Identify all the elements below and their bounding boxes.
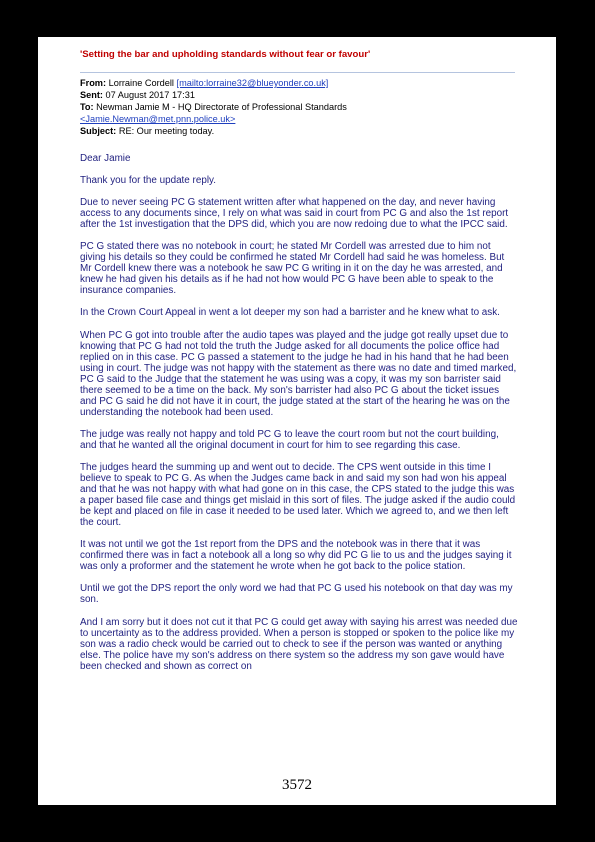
sent-value: 07 August 2017 17:31	[105, 90, 195, 100]
body-paragraph: Until we got the DPS report the only word we had that PC G used his notebook on that day was my son.	[80, 583, 513, 606]
from-label: From:	[80, 78, 107, 88]
banner-motto: 'Setting the bar and upholding standards without fear or favour'	[80, 49, 371, 60]
body-paragraph: The judge was really not happy and told PC G to leave the court room but not the court building, and that he wanted all the original document in court for him to see regarding this case.	[80, 428, 499, 451]
body-paragraph: Thank you for the update reply.	[80, 175, 216, 187]
body-paragraph: PC G stated there was no notebook in court; he stated Mr Cordell was arrested due to him not giving his details so they could be confirmed he stated Mr Cordell had said he was homeless. But Mr Cordell knew there was a notebook he saw PC G writing in it on the day he was arrested, and knew he had given his details as if he had not how would PC G have been able to speak to the insurance companies.	[80, 241, 505, 297]
body-paragraph: Due to never seeing PC G statement written after what happened on the day, and never having access to any documents since, I rely on what was said in court from PC G and also the 1st report after the 1st investigation that the DPS did, which you are now redoing due to what the IPCC said.	[80, 197, 509, 231]
email-header	[80, 77, 520, 137]
body-paragraph: The judges heard the summing up and went out to decide. The CPS went outside in this time I believe to speak to PC G. As when the Judges came back in and said my son had won his appeal and that he was not happy with what had gone on in this case, the CPS stated to the judge this was a paper based file case and things get mislaid in this sort of files. The judge asked if the audio could be kept and placed on file in case it needed to be used later. Which we agreed to, and we then left the court.	[80, 461, 516, 529]
document-page	[38, 37, 556, 805]
greeting: Dear Jamie	[80, 153, 131, 164]
sent-line	[80, 89, 520, 101]
to-email-line	[80, 113, 520, 125]
body-paragraph: In the Crown Court Appeal in went a lot deeper my son had a barrister and he knew what to ask.	[80, 307, 500, 319]
to-value: Newman Jamie M - HQ Directorate of Professional Standards	[96, 102, 347, 112]
to-label: To:	[80, 102, 94, 112]
from-mailto-link[interactable]: [mailto:lorraine32@blueyonder.co.uk]	[176, 78, 329, 88]
divider	[80, 72, 515, 73]
body-paragraph: It was not until we got the 1st report from the DPS and the notebook was in there that it was confirmed there was in fact a notebook all a long so why did PC G lie to us and the judges saying it was only a proformer and the statement he wrote when he got back to the police station.	[80, 539, 512, 573]
body-paragraph: When PC G got into trouble after the audio tapes was played and the judge got really upset due to knowing that PC G had not told the truth the Judge asked for all documents the police office had replied on in this case. PC G passed a statement to the judge he had in his hand that he had been using in court. The judge was not happy with the statement as there was no date and timed marked, PC G said to the Judge that the statement he was using was a copy, it was my son barrister said there seemed to be a time on the back. My son's barrister had also PC G about the ticket issues and PC G said he did not have it in court, the judge stated at the start of the hearing he was on the understanding the notebook had been used.	[80, 329, 517, 418]
from-name: Lorraine Cordell	[108, 78, 174, 88]
sent-label: Sent:	[80, 90, 103, 100]
email-body	[80, 153, 518, 683]
to-line	[80, 101, 520, 113]
to-email-link[interactable]: <Jamie.Newman@met.pnn.police.uk>	[80, 114, 236, 124]
subject-label: Subject:	[80, 126, 117, 136]
page-number: 3572	[282, 777, 312, 793]
from-line	[80, 77, 520, 89]
subject-value: RE: Our meeting today.	[118, 126, 215, 136]
subject-line	[80, 125, 520, 137]
body-paragraph: And I am sorry but it does not cut it that PC G could get away with saying his arrest was needed due to uncertainty as to the address provided. When a person is stopped or spoken to the police like my son was a radio check would be carried out to check to see if the person was wanted or anything else. The police have my son's address on there system so the address my son gave would have been checked and shown as correct on	[80, 616, 518, 672]
